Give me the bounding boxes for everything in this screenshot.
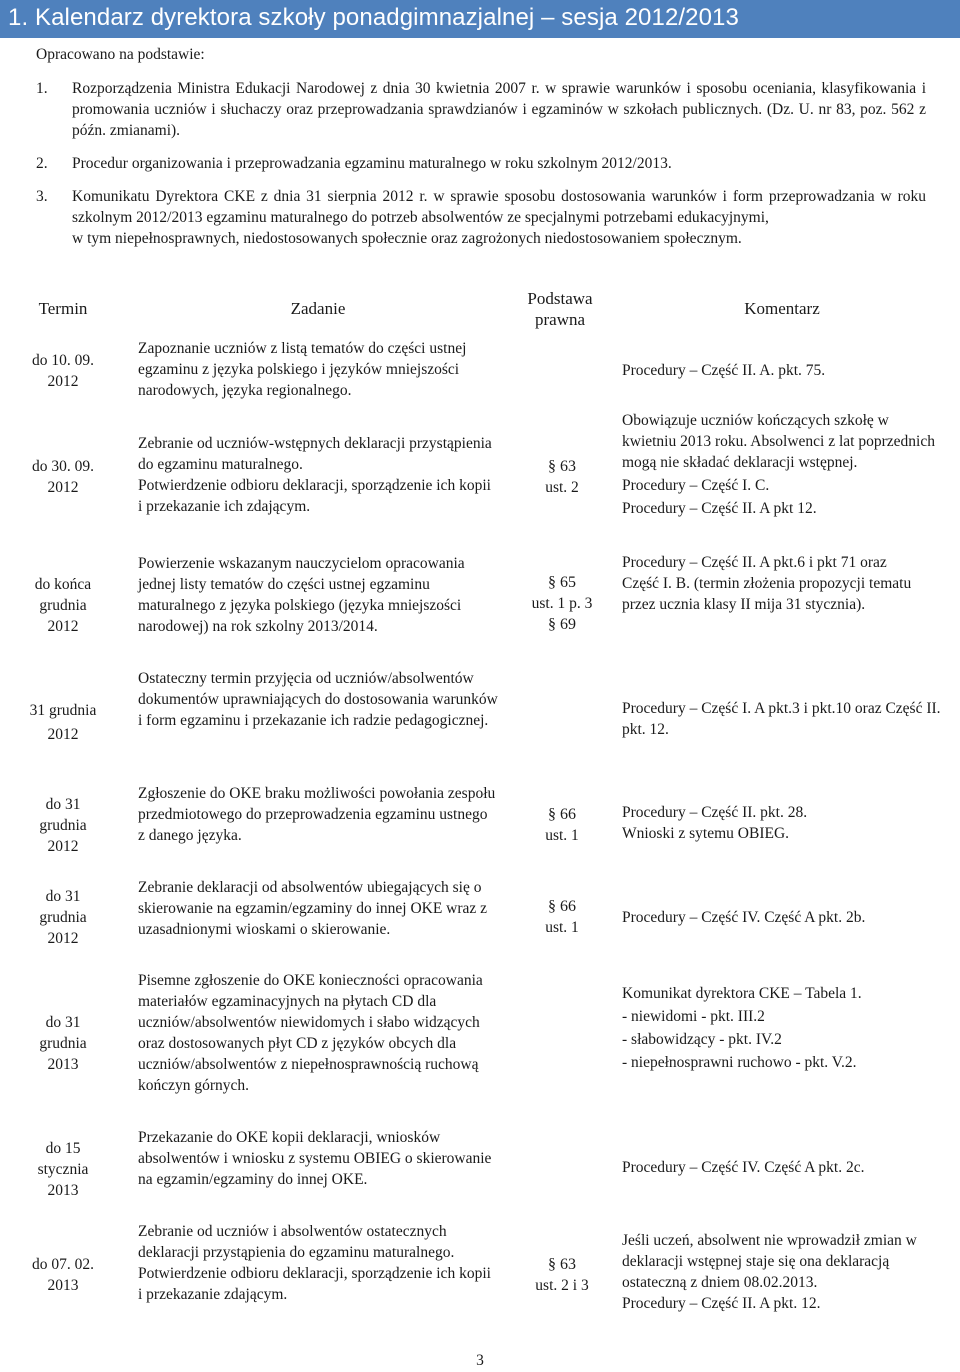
paragraph-ref: § 65 [548,574,576,591]
termin-line: do 31 [45,796,81,813]
source-number: 1. [36,80,48,97]
komentarz-paragraph: Procedury – Część II. A pkt 12. [622,500,817,517]
komentarz-paragraph: Procedury – Część I. C. [622,477,770,494]
row-2-zadanie [138,433,498,517]
row-6-podstawa [516,896,608,938]
paragraph-ref: § 63 [548,1256,576,1273]
termin-line: do 30. 09. [32,458,94,475]
termin-line: do 31 [45,1014,81,1031]
komentarz-line: Komunikat dyrektora CKE – Tabela 1. [622,985,862,1002]
komentarz-line: - słabowidzący - pkt. IV.2 [622,1031,782,1048]
termin-line: do 07. 02. [32,1256,94,1273]
row-5-podstawa [516,804,608,846]
header-podstawa: Podstawa prawna [527,289,593,329]
intro-text: Opracowano na podstawie: [36,46,205,63]
ust-ref: ust. 1 [545,919,579,936]
zadanie-paragraph: Potwierdzenie odbioru deklaracji, sporządzenie ich kopii i przekazanie ich zdającym. [138,477,491,515]
row-4-komentarz: Procedury – Część I. A pkt.3 i pkt.10 oraz Część II. pkt. 12. [622,700,941,738]
header-zadanie: Zadanie [290,299,346,318]
termin-line: grudnia [39,1035,87,1052]
source-text: Procedur organizowania i przeprowadzania egzaminu maturalnego w roku szkolnym 2012/2013. [72,155,672,172]
komentarz-paragraph: Procedury – Część II. A pkt.6 i pkt 71 oraz [622,554,887,571]
komentarz-paragraph: Obowiązuje uczniów kończących szkołę w kwietniu 2013 roku. Absolwenci z lat poprzednich mogą nie składać deklaracji wstępnej. [622,412,935,471]
termin-line: stycznia [37,1161,89,1178]
source-text: Komunikatu Dyrektora CKE z dnia 31 sierpnia 2012 r. w sprawie sposobu dostosowania warunków i form przeprowadzania w roku szkolnym 2012/2013 egzaminu maturalnego do potrzeb absolwentów ze specjalnymi potrzebami edukacyjnymi, [72,188,926,226]
row-5-zadanie: Zgłoszenie do OKE braku możliwości powołania zespołu przedmiotowego do przeprowadzenia egzaminu ustnego z danego języka. [138,785,496,844]
komentarz-paragraph: Wnioski z sytemu OBIEG. [622,825,790,842]
zadanie-paragraph: Zebranie od uczniów-wstępnych deklaracji przystąpienia do egzaminu maturalnego. [138,435,492,473]
ust-ref: ust. 2 [545,479,579,496]
paragraph-ref: § 66 [548,898,576,915]
title-bar [0,0,960,38]
ust-ref: ust. 2 i 3 [535,1277,589,1294]
row-6-zadanie: Zebranie deklaracji od absolwentów ubiegających się o skierowanie na egzamin/egzaminy do innej OKE wraz z uzasadnionymi wioskami o skierowanie. [138,879,488,938]
termin-line: 2012 [47,373,79,390]
header-termin: Termin [38,299,88,318]
row-8-zadanie: Przekazanie do OKE kopii deklaracji, wniosków absolwentów i wniosku z systemu OBIEG o skierowanie na egzamin/egzaminy do innej OKE. [138,1129,492,1188]
row-1-komentarz: Procedury – Część II. A. pkt. 75. [622,362,826,379]
source-item-2 [36,153,926,174]
row-5-komentarz [622,802,942,844]
komentarz-paragraph: Procedury – Część II. pkt. 28. [622,804,808,821]
komentarz-paragraph: Procedury – Część II. A pkt. 12. [622,1295,821,1312]
row-4-zadanie: Ostateczny termin przyjęcia od uczniów/absolwentów dokumentów uprawniających do dostosowania warunków i form egzaminu i przekazanie ich radzie pedagogicznej. [138,670,498,729]
row-7-zadanie: Pisemne zgłoszenie do OKE konieczności opracowania materiałów egzaminacyjnych na płytach CD dla uczniów/absolwentów niewidomych i słabo widzących oraz dostosowanych płyt CD z języków obcych dla uczniów/absolwentów z niepełnosprawnością ruchową kończyn górnych. [138,972,483,1094]
row-9-podstawa [516,1254,608,1296]
row-7-komentarz [622,983,942,1073]
termin-line: 2013 [47,1277,79,1294]
komentarz-paragraph: Część I. B. (termin złożenia propozycji tematu przez ucznia klasy II mija 31 stycznia). [622,575,912,613]
row-6-termin [14,886,112,949]
row-3-zadanie: Powierzenie wskazanym nauczycielom opracowania jednej listy tematów do części ustnej egzaminu maturalnego z języka polskiego (języka mniejszości narodowej) na rok szkolny 2013/2014. [138,555,465,635]
row-3-komentarz [622,552,942,615]
termin-line: do 31 [45,888,81,905]
row-4-termin [14,700,112,745]
termin-line: 2012 [47,726,79,743]
paragraph-ref: § 66 [548,806,576,823]
termin-line: 2012 [47,618,79,635]
paragraph-ref: § 63 [548,458,576,475]
termin-line: 2012 [47,479,79,496]
source-item-3 [36,186,926,249]
header-komentarz: Komentarz [744,299,820,318]
ust-ref: ust. 1 p. 3 [531,595,593,612]
row-3-termin [14,574,112,637]
termin-line: do 10. 09. [32,352,94,369]
termin-line: grudnia [39,909,87,926]
zadanie-paragraph: Zebranie od uczniów i absolwentów ostatecznych deklaracji przystąpienia do egzaminu maturalnego. [138,1223,455,1261]
termin-line: grudnia [39,817,87,834]
page-number: 3 [476,1352,484,1369]
termin-line: 2013 [47,1056,79,1073]
source-number: 2. [36,155,48,172]
komentarz-line: - niepełnosprawni ruchowo - pkt. V.2. [622,1054,857,1071]
source-text-continued: w tym niepełnosprawnych, niedostosowanych społecznie oraz zagrożonych niedostosowaniem społecznym. [72,230,742,247]
termin-line: do 15 [45,1140,81,1157]
row-9-termin [14,1254,112,1296]
termin-line: 31 grudnia [29,702,97,719]
source-number: 3. [36,188,48,205]
zadanie-paragraph: Potwierdzenie odbioru deklaracji, sporządzenie ich kopii i przekazanie zdającym. [138,1265,491,1303]
row-1-zadanie: Zapoznanie uczniów z listą tematów do części ustnej egzaminu z języka polskiego i języków mniejszości narodowych, języka regionalnego. [138,340,467,399]
row-9-komentarz [622,1230,942,1314]
row-2-komentarz [622,410,942,519]
komentarz-line: - niewidomi - pkt. III.2 [622,1008,765,1025]
source-item-1 [36,78,926,141]
row-2-termin [14,456,112,498]
termin-line: 2012 [47,838,79,855]
termin-line: grudnia [39,597,87,614]
row-7-termin [14,1012,112,1075]
row-2-podstawa [516,456,608,498]
termin-line: 2013 [47,1182,79,1199]
ust-ref: ust. 1 [545,827,579,844]
komentarz-paragraph: Jeśli uczeń, absolwent nie wprowadził zmian w deklaracji wstępnej staje się ona deklaracją ostateczną z dniem 08.02.2013. [622,1232,917,1291]
source-text: Rozporządzenia Ministra Edukacji Narodowej z dnia 30 kwietnia 2007 r. w sprawie warunków i sposobu oceniania, klasyfikowania i promowania uczniów i słuchaczy oraz przeprowadzania sprawdzianów i egzaminów w szkołach publicznych. (Dz. U. nr 83, poz. 562 z późn. zmianami). [72,80,926,139]
row-8-komentarz: Procedury – Część IV. Część A pkt. 2c. [622,1159,865,1176]
row-8-termin [14,1138,112,1201]
termin-line: do końca [34,576,92,593]
paragraph-ref: § 69 [548,616,576,633]
row-1-termin [14,350,112,392]
row-9-zadanie [138,1221,498,1305]
termin-line: 2012 [47,930,79,947]
row-5-termin [14,794,112,857]
document-title: 1. Kalendarz dyrektora szkoły ponadgimnazjalnej – sesja 2012/2013 [8,4,739,31]
row-6-komentarz: Procedury – Część IV. Część A pkt. 2b. [622,909,866,926]
row-3-podstawa [516,572,608,635]
